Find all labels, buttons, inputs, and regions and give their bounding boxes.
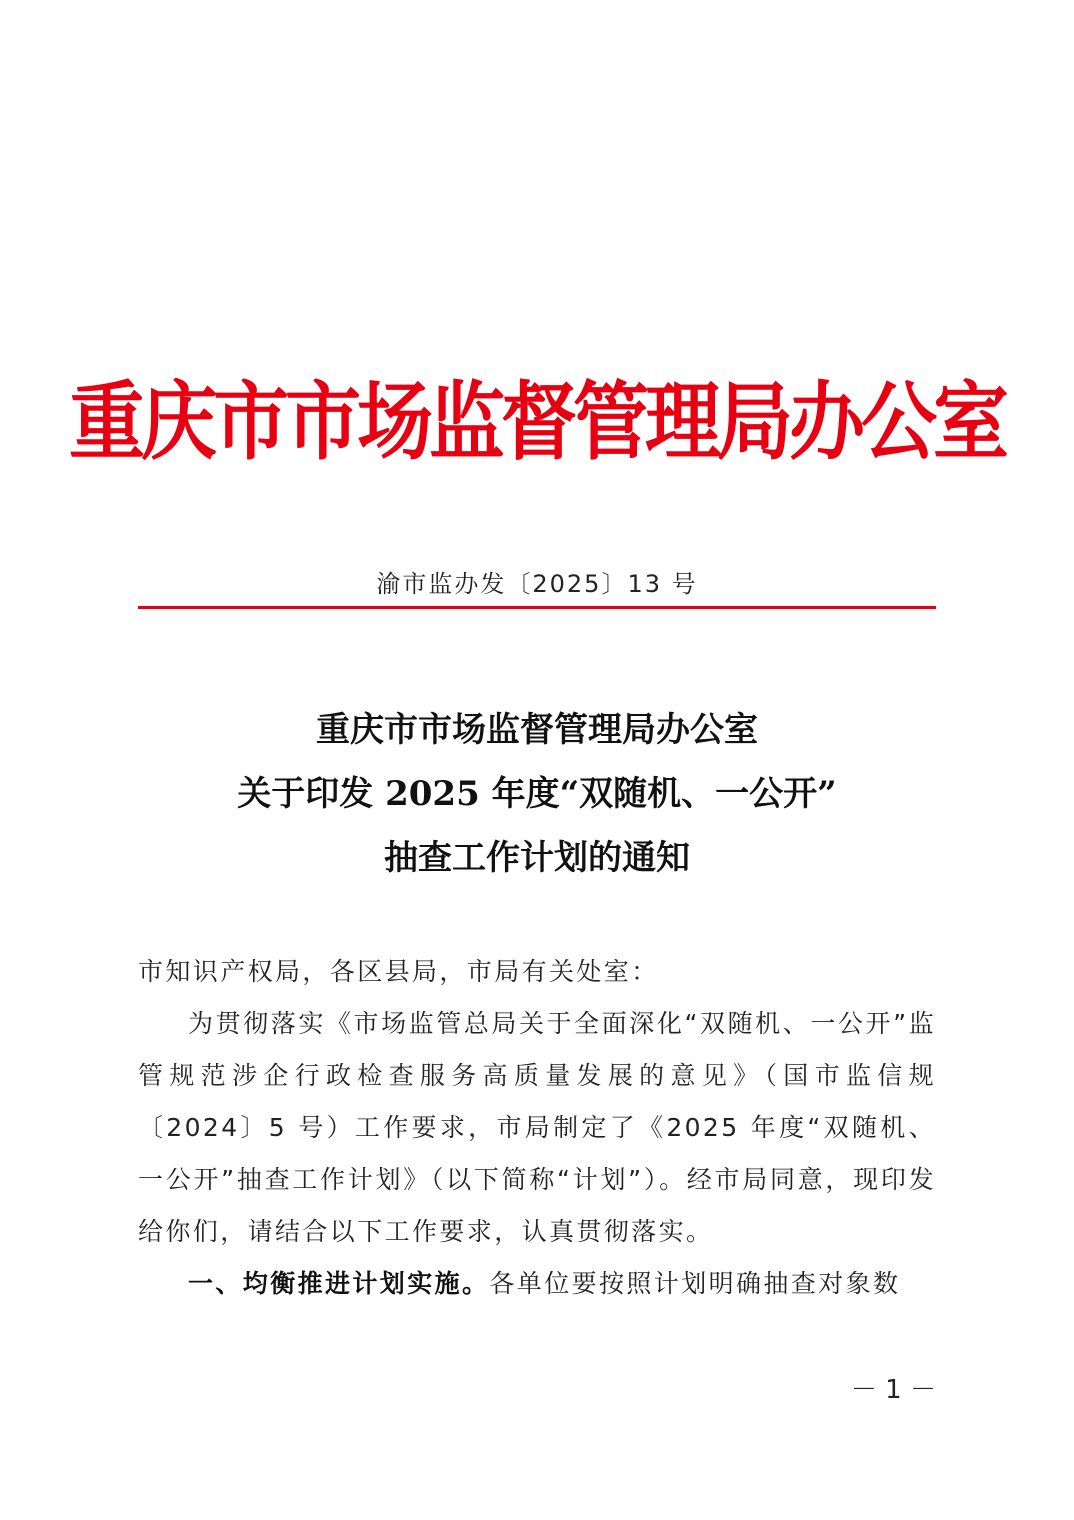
document-title [0, 698, 1074, 890]
salutation: 市知识产权局，各区县局，市局有关处室： [138, 957, 659, 986]
red-divider-line [138, 606, 936, 609]
title-line-1: 重庆市市场监督管理局办公室 [316, 710, 758, 750]
paragraph-section-1 [138, 1258, 936, 1310]
title-line-3: 抽查工作计划的通知 [384, 838, 690, 878]
issuer-red-header: 重庆市市场监督管理局办公室 [69, 371, 1005, 472]
page-number: － 1 － [850, 1375, 936, 1405]
title-line-2: 关于印发 2025 年度“双随机、一公开” [237, 774, 837, 814]
paragraph-intro: 为贯彻落实《市场监管总局关于全面深化“双随机、一公开”监管规范涉企行政检查服务高质量发展的意见》（国市监信规〔2024〕5 号）工作要求，市局制定了《2025 年度“双随机、一公开”抽查工作计划》（以下简称“计划”）。经市局同意，现印发给你们，请结合以下工作要求，认真贯彻落实。 [138, 1009, 936, 1246]
document-body [138, 946, 936, 1310]
section-1-heading: 一、均衡推进计划实施。 [188, 1269, 490, 1298]
document-number: 渝市监办发〔2025〕13 号 [376, 570, 698, 598]
section-1-text: 各单位要按照计划明确抽查对象数 [489, 1269, 901, 1298]
